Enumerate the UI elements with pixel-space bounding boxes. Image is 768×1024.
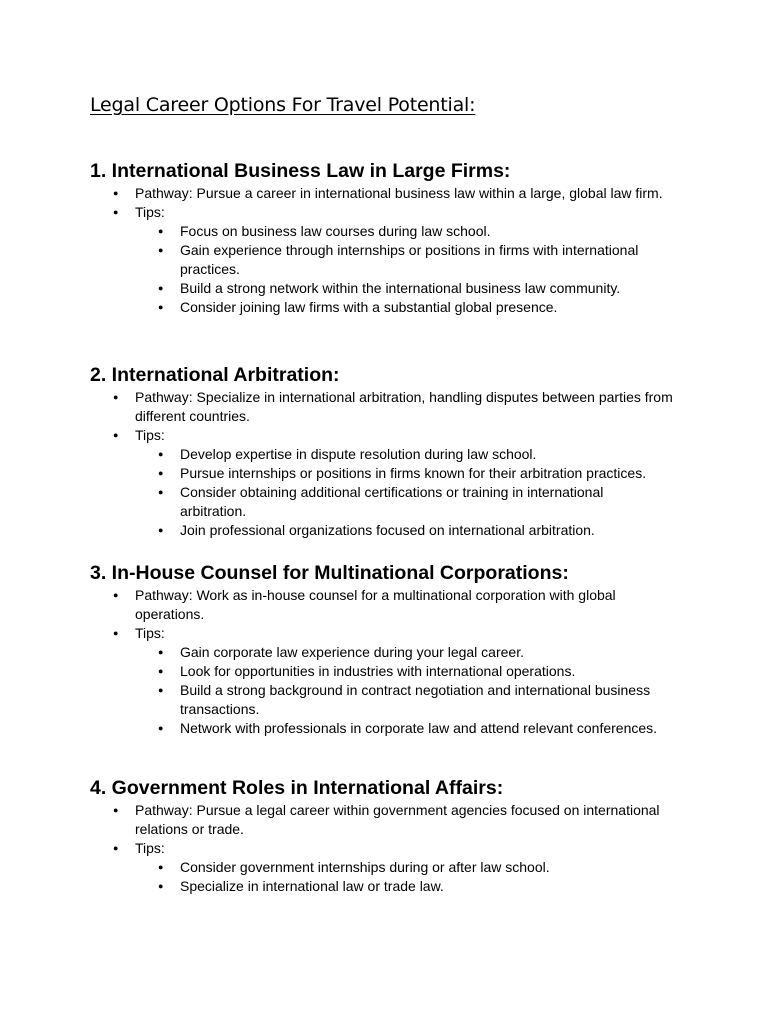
tips-item (90, 624, 675, 738)
section-heading: 3. In-House Counsel for Multinational Corporations: (90, 562, 569, 584)
tip-item: ● Gain corporate law experience during your legal career. (135, 643, 672, 662)
tip-item: ● Look for opportunities in industries with international operations. (135, 662, 672, 681)
tip-item: ● Gain experience through internships or positions in firms with international practices. (135, 241, 672, 279)
section-heading: 4. Government Roles in International Affairs: (90, 777, 504, 799)
tip-item: ● Build a strong background in contract negotiation and international business transactions. (135, 681, 672, 719)
tips-item (90, 839, 675, 896)
section-in-house-counsel (90, 560, 690, 738)
section-list (90, 586, 690, 738)
pathway-item (90, 586, 675, 624)
pathway-text: Pathway: Specialize in international arbitration, handling disputes between parties from different countries. (135, 389, 673, 424)
section-list (90, 801, 690, 896)
tips-label: Tips: (135, 204, 165, 220)
tips-item (90, 203, 675, 317)
tip-item: ● Specialize in international law or trade law. (135, 877, 672, 896)
pathway-text: Pathway: Pursue a career in international business law within a large, global law firm. (135, 185, 663, 201)
tips-list (135, 445, 675, 540)
section-international-business-law (90, 158, 690, 317)
tips-label: Tips: (135, 427, 165, 443)
tip-item: ● Network with professionals in corporate law and attend relevant conferences. (135, 719, 672, 738)
tips-item (90, 426, 675, 540)
tip-item: ● Join professional organizations focused on international arbitration. (135, 521, 672, 540)
pathway-item (90, 801, 675, 839)
section-heading: 1. International Business Law in Large Firms: (90, 160, 511, 182)
section-list (90, 388, 690, 540)
tip-item: ● Pursue internships or positions in firms known for their arbitration practices. (135, 464, 672, 483)
tips-label: Tips: (135, 625, 165, 641)
document-title: Legal Career Options For Travel Potential: (90, 94, 476, 116)
tips-list (135, 858, 675, 896)
section-international-arbitration (90, 362, 690, 540)
pathway-item (90, 184, 675, 203)
tip-item: ● Develop expertise in dispute resolution during law school. (135, 445, 672, 464)
tips-list (135, 222, 675, 317)
section-government-roles (90, 775, 690, 896)
tips-label: Tips: (135, 840, 165, 856)
tip-item: ● Consider joining law firms with a substantial global presence. (135, 298, 672, 317)
tip-item: ● Consider government internships during or after law school. (135, 858, 672, 877)
section-heading: 2. International Arbitration: (90, 364, 340, 386)
pathway-text: Pathway: Work as in-house counsel for a multinational corporation with global operations. (135, 587, 616, 622)
section-list (90, 184, 690, 317)
tips-list (135, 643, 675, 738)
tip-item: ● Build a strong network within the international business law community. (135, 279, 672, 298)
pathway-item (90, 388, 675, 426)
pathway-text: Pathway: Pursue a legal career within government agencies focused on international relations or trade. (135, 802, 660, 837)
tip-item: ● Consider obtaining additional certifications or training in international arbitration. (135, 483, 672, 521)
tip-item: ● Focus on business law courses during law school. (135, 222, 672, 241)
